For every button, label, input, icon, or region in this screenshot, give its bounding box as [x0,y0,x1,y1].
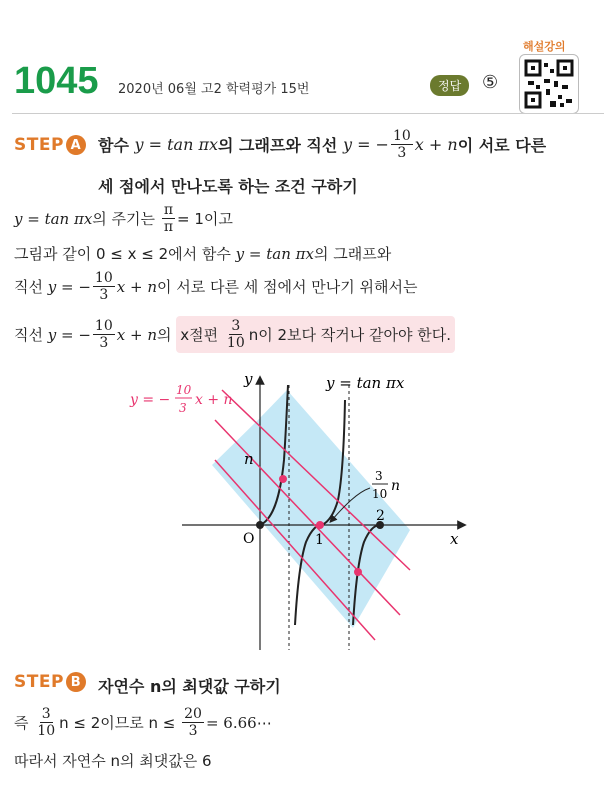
n-label: n [244,450,254,468]
step-a-title-line2: 세 점에서 만나도록 하는 조건 구하기 [98,177,358,196]
line-label-den: 3 [179,401,187,415]
axis-y-label: y [244,370,253,388]
line-label-b: x + n [195,392,233,408]
step-a-letter: A [66,135,86,155]
answer-tag: 정답 [430,75,469,96]
qr-label: 해설강의 [523,40,566,53]
intersection-point-2 [316,521,324,529]
tan-line-graph [0,360,616,660]
conclusion-line-1: 즉 $\frac{3}{10}$ n ≤ 2이므로 n ≤ $\frac{20}{3}$ = 6.66⋯ [14,706,272,739]
body-line-4: 직선 y = − $\frac{10}{3}$ x + n 의 x절편 $\frac{3}{10}$ n이 2보다 작거나 같아야 한다. [14,316,455,353]
axis-x-label: x [450,530,459,548]
body-line-1: y = tan πx 의 주기는 $\frac{\pi}{\pi}$ = 1이고 [14,202,233,235]
problem-source: 2020년 06월 고2 학력평가 15번 [118,82,310,97]
problem-number: 1045 [14,60,99,102]
answer-value: ⑤ [482,72,499,93]
conclusion-line-2: 따라서 자연수 n의 최댓값은 6 [14,752,212,770]
intersection-point-1 [279,475,287,483]
line-label-num: 10 [176,383,192,397]
tick-1-label: 1 [315,532,324,548]
step-a-badge: STEP A [14,135,86,155]
intersection-point-3 [354,568,362,576]
origin-label: O [243,531,255,547]
x-intercept-condition: x절편 $\frac{3}{10}$ n이 2보다 작거나 같아야 한다. [176,316,455,353]
body-line-3: 직선 y = − $\frac{10}{3}$ x + n 이 서로 다른 세 점에서 만나기 위해서는 [14,270,418,303]
line-label-a: y = − [130,392,171,408]
qr-code-icon[interactable] [519,54,579,114]
intercept-post: n [391,478,401,494]
tick-2-label: 2 [376,508,385,524]
origin-point [256,521,264,529]
intercept-num: 3 [375,469,383,483]
step-a-title-line1: 함수 y = tan πx 의 그래프와 직선 y = − $\frac{10}{3}$ x + n 이 서로 다른 [98,128,547,161]
step-b-letter: B [66,672,86,692]
step-b-title: 자연수 n의 최댓값 구하기 [98,677,281,696]
step-b-badge: STEP B [14,672,86,692]
tan-label: y = tan πx [326,374,405,392]
intercept-den: 10 [372,487,388,501]
header-divider [12,113,604,114]
body-line-2: 그림과 같이 0 ≤ x ≤ 2에서 함수 y = tan πx 의 그래프와 [14,244,392,263]
